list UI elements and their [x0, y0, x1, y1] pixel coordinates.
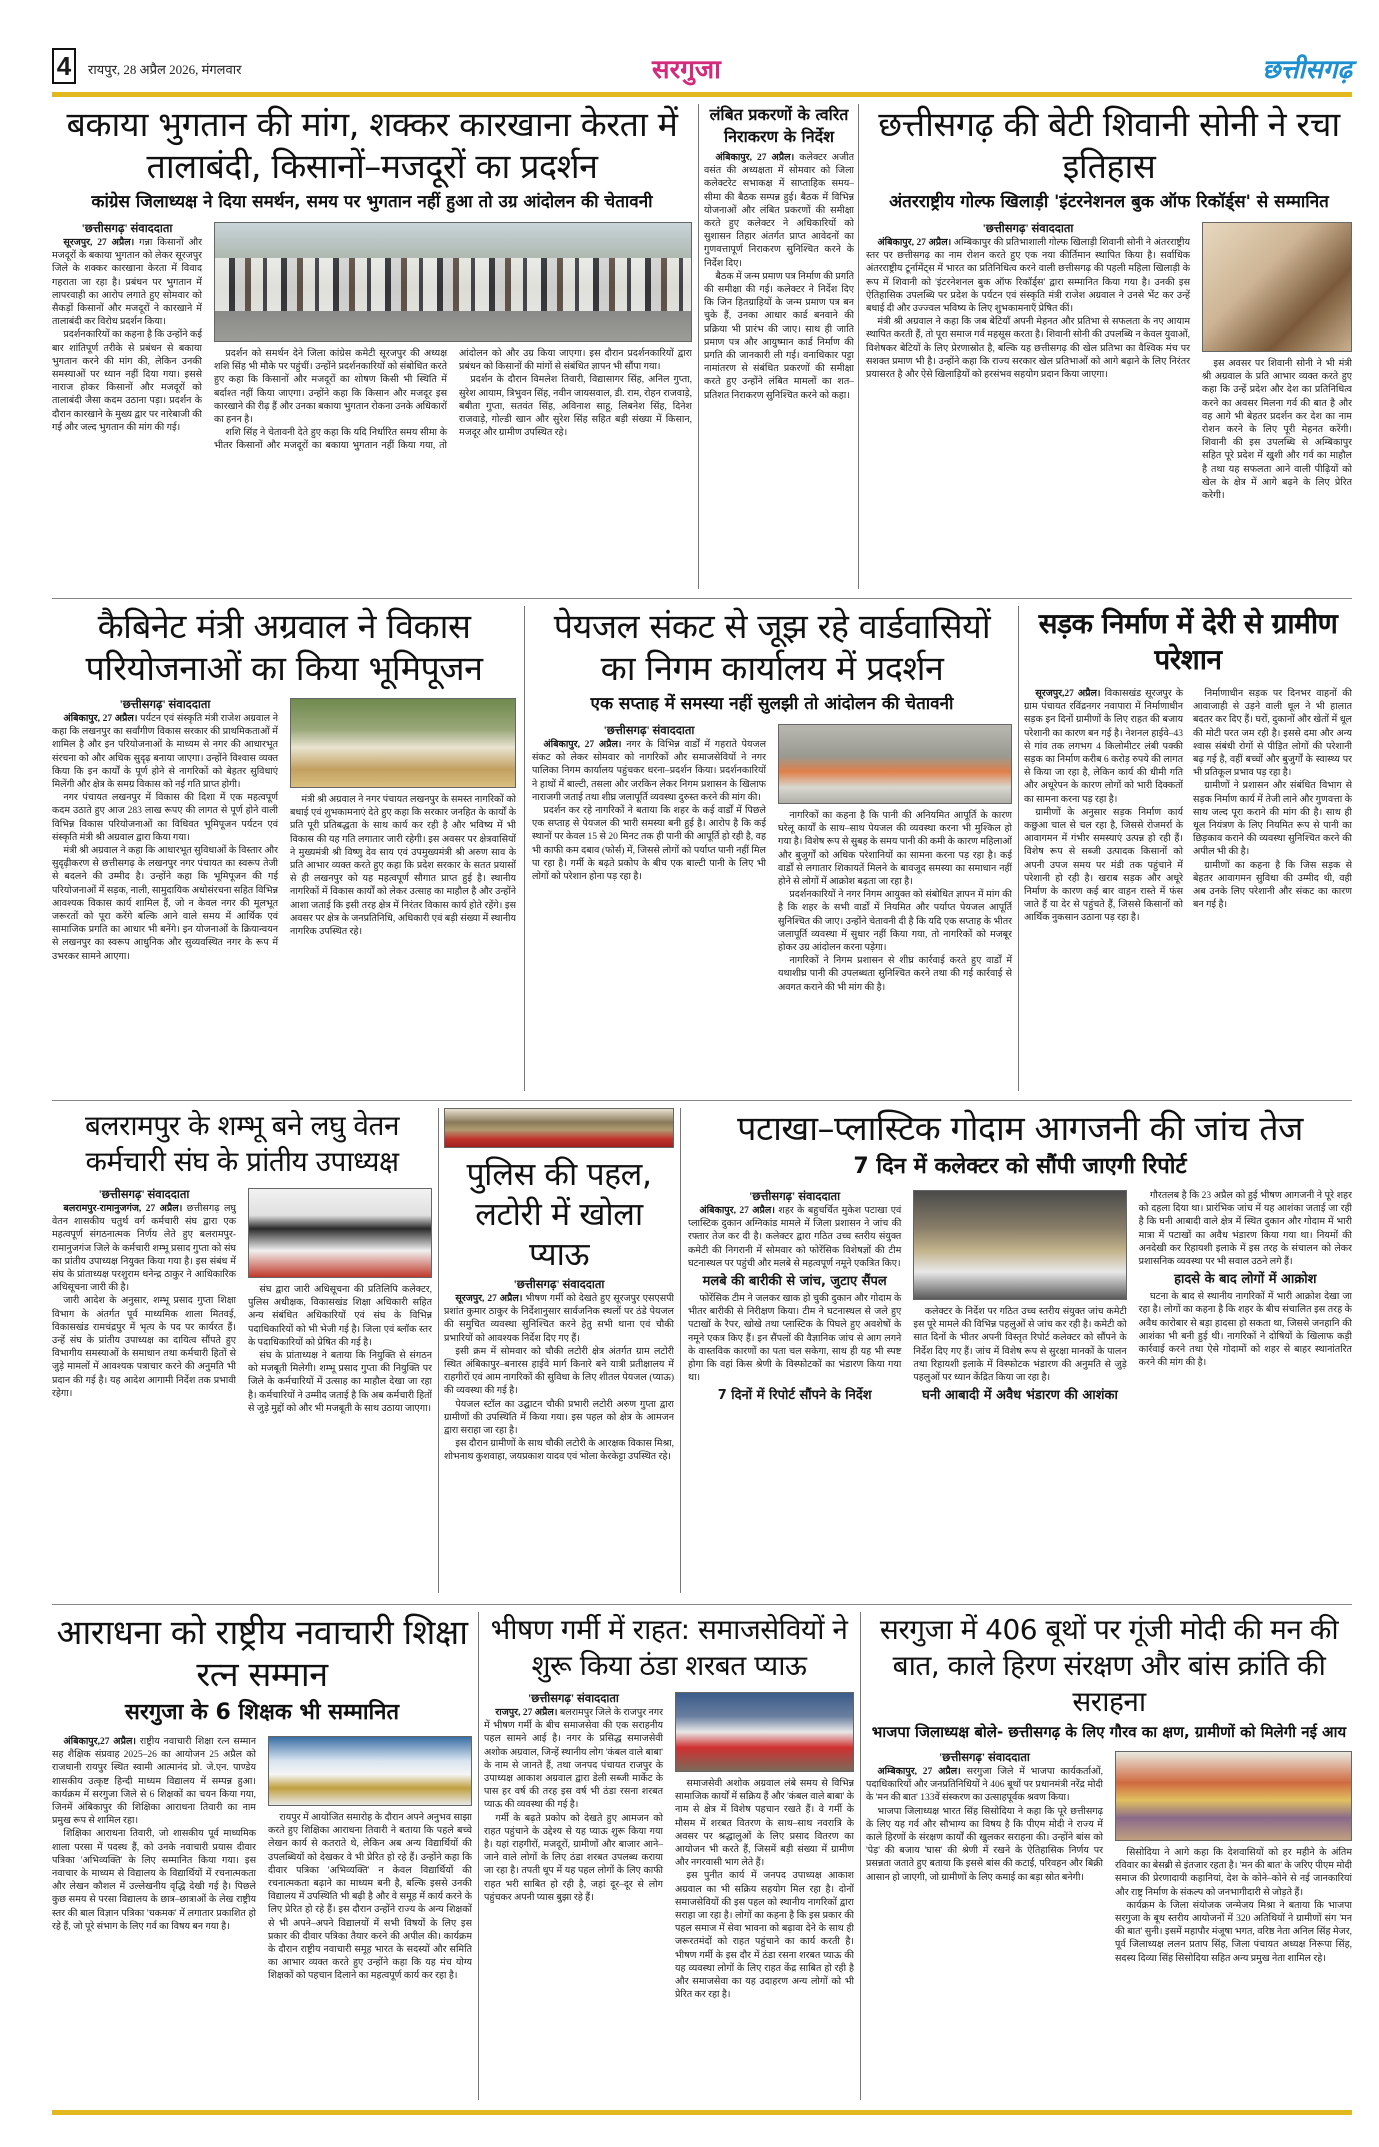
byline: 'छत्तीसगढ़' संवाददाता — [513, 1279, 605, 1291]
page-number: 4 — [52, 48, 76, 84]
para: निर्माणाधीन सड़क पर दिनभर वाहनों की आवाजाही से उड़ने वाली धूल ने भी हालात बदतर कर दिए हैं। घरों, दुकानों और खेतों में धूल की मोटी परत जम रही है। इससे दमा और अन्य श्वास संबंधी रोगों से पीड़ित लोगों की परेशानी बढ़ गई है, वहीं बच्चों और बुजुर्गों के स्वास्थ्य पर भी प्रतिकूल प्रभाव पड़ रहा है। — [1193, 689, 1352, 779]
para: गन्ना किसानों और मजदूरों के बकाया भुगतान को लेकर सूरजपुर जिले के शक्कर कारखाना केरता में विवाद गहराता जा रहा है। प्रबंधन पर भुगतान में लापरवाही का आरोप लगाते हुए सोमवार को सैकड़ों किसानों और मजदूरों ने कारखाने में तालाबंदी कर विरोध प्रदर्शन किया। — [52, 238, 203, 328]
para: इस दौरान ग्रामीणों के साथ चौकी लटोरी के आरक्षक विकास मिश्रा, शोभनाथ कुशवाहा, जयप्रकाश यादव एवं भोला केरकेट्टा उपस्थित रहे। — [444, 1439, 674, 1463]
para: अम्बिकापुर की प्रतिभाशाली गोल्फ खिलाड़ी शिवानी सोनी ने अंतरराष्ट्रीय स्तर पर छत्तीसगढ़ का नाम रोशन करते हुए एक नया कीर्तिमान स्थापित किया है। सर्वाधिक अंतरराष्ट्रीय टूर्नामेंट्स में भारत का प्रतिनिधित्व करने वाली छत्तीसगढ़ की पहली महिला खिलाड़ी के रूप में शिवानी को 'इंटरनेशनल बुक ऑफ रिकॉर्ड्स' द्वारा सम्मानित किया गया है। उनकी इस ऐतिहासिक उपलब्धि पर प्रदेश के पर्यटन एवं संस्कृति मंत्री राजेश अग्रवाल ने उनसे भेंट कर उन्हें बधाई दी और उज्ज्वल भविष्य के लिए शुभकामनाएँ प्रेषित कीं। — [866, 238, 1190, 315]
headline: बलरामपुर के शम्भू बने लघु वेतन कर्मचारी संघ के प्रांतीय उपाध्यक्ष — [84, 1109, 400, 1178]
para: पर्यटन एवं संस्कृति मंत्री राजेश अग्रवाल ने कहा कि लखनपुर का सर्वांगीण विकास सरकार की प्राथमिकताओं में शामिल है और इन परियोजनाओं के माध्यम से नगर की आधारभूत संरचना को और अधिक सुदृढ़ बनाया जाएगा। उन्होंने विश्वास व्यक्त किया कि इन कार्यों के पूर्ण होने से नागरिकों को बेहतर सुविधाएं मिलेंगी और क्षेत्र के समग्र विकास को नई गति प्राप्त होगी। — [52, 714, 279, 791]
para: मंत्री श्री अग्रवाल ने कहा कि जब बेटियाँ अपनी मेहनत और प्रतिभा से सफलता के नए आयाम स्थापित करती हैं, तो पूरा समाज गर्व महसूस करता है। शिवानी सोनी की उपलब्धि न केवल युवाओं, विशेषकर बेटियों के लिए प्रेरणास्रोत है, बल्कि यह छत्तीसगढ़ की खेल प्रतिभा का वैश्विक मंच पर सशक्त प्रमाण भी है। उन्होंने कहा कि राज्य सरकार खेल प्रतिभाओं को आगे बढ़ाने के लिए निरंतर प्रयासरत है और ऐसे खिलाड़ियों को हरसंभव सहयोग प्रदान किया जाएगा। — [866, 317, 1190, 381]
headline: भीषण गर्मी में राहत: समाजसेवियों ने शुरू किया ठंडा शरबत प्याऊ — [490, 1613, 848, 1682]
photo-sharbat-stall — [675, 1692, 854, 1772]
headline: बकाया भुगतान की मांग, शक्कर कारखाना केरता में तालाबंदी, किसानों–मजदूरों का प्रदर्शन — [66, 105, 678, 187]
para: कार्यक्रम के जिला संयोजक जन्मेजय मिश्रा ने बताया कि भाजपा सरगुजा के बूथ स्तरीय आयोजनों में 320 अतिथियों ने ग्रामीणों संग 'मन की बात' सुनी। इसमें महापौर मंजूषा भगत, वरिष्ठ नेता अनिल सिंह मेजर, पूर्व जिलाध्यक्ष ललन प्रताप सिंह, जिला पंचायत अध्यक्ष निरूपा सिंह, सदस्य दिव्या सिंह सिसोदिया सहित अन्य प्रमुख नेता शामिल रहे। — [1115, 1900, 1352, 1964]
para: इस पुनीत कार्य में जनपद उपाध्यक्ष आकाश अग्रवाल का भी सक्रिय सहयोग मिल रहा है। दोनों समाजसेवियों की इस पहल को स्थानीय नागरिकों द्वारा सराहा जा रहा है। लोगों का कहना है कि इस प्रकार की पहल समाज में सेवा भावना को बढ़ावा देने के साथ ही जरूरतमंदों को राहत पहुंचाने का कार्य करती है। भीषण गर्मी के इस दौर में ठंडा रसना शरबत प्याऊ की यह व्यवस्था लोगों के लिए राहत केंद्र साबित हो रही है और समाजसेवा का यह उदाहरण अन्य लोगों को भी प्रेरित कर रहा है। — [675, 1871, 854, 2001]
photo-bhoomipujan — [290, 698, 516, 788]
dateline: रायपुर, 28 अप्रैल 2026, मंगलवार — [88, 62, 242, 77]
para: प्रदर्शनकारियों ने नगर निगम आयुक्त को संबोधित ज्ञापन में मांग की है कि शहर के सभी वार्डों में नियमित और पर्याप्त पेयजल आपूर्ति सुनिश्चित की जाए। उन्होंने चेतावनी दी है कि यदि एक सप्ताह के भीतर जलापूर्ति व्यवस्था में सुधार नहीं किया गया, तो नागरिकों को मजबूर होकर उग्र आंदोलन करना पड़ेगा। — [778, 890, 1012, 954]
para: सिसोदिया ने आगे कहा कि देशवासियों को हर महीने के अंतिम रविवार का बेसब्री से इंतजार रहता है। 'मन की बात' के जरिए पीएम मोदी समाज की प्रेरणादायी कहानियां, देश के कोने–कोने से नई जानकारियां और राष्ट्र निर्माण के संकल्प को जनभागीदारी से जोड़ते हैं। — [1115, 1848, 1352, 1898]
byline: 'छत्तीसगढ़' संवाददाता — [119, 699, 211, 711]
para: प्रदर्शन को समर्थन देने जिला कांग्रेस कमेटी सूरजपुर की अध्यक्ष शशि सिंह भी मौके पर पहुंचीं। उन्होंने प्रदर्शनकारियों को संबोधित करते हुए कहा कि किसानों और मजदूरों का शोषण किसी भी स्थिति में बर्दाश्त नहीं किया जाएगा। उन्होंने कहा कि किसान और मजदूर इस कारखाने की रीढ़ हैं और उनका बकाया भुगतान रोकना उनके अधिकारों का हनन है। — [214, 349, 447, 426]
para: मंत्री श्री अग्रवाल ने कहा कि आधारभूत सुविधाओं के विस्तार और सुदृढ़ीकरण से छत्तीसगढ़ के लखनपुर नगर पंचायत का स्वरूप तेजी से बदलने की उम्मीद है। उन्होंने कहा कि भूमिपूजन की गई परियोजनाओं में सड़क, नाली, सामुदायिक अधोसंरचना सहित विभिन्न आवश्यक विकास कार्य शामिल हैं, जो न केवल नगर की मूलभूत जरूरतों को पूरा करेंगे बल्कि आने वाले समय में आर्थिक एवं सामाजिक प्रगति का आधार भी बनेंगे। इन योजनाओं के क्रियान्वयन से लखनपुर का स्वरूप आधुनिक और सुव्यवस्थित नगर के रूप में उभरकर सामने आएगा। — [52, 846, 278, 962]
subheadline: 7 दिन में कलेक्टर को सौंपी जाएगी रिपोर्ट — [853, 1154, 1187, 1179]
para: नगर पंचायत लखनपुर में विकास की दिशा में एक महत्वपूर्ण कदम उठाते हुए आज 283 लाख रूपए की लागत से पूर्ण होने वाली विभिन्न विकास परियोजनाओं का विधिवत भूमिपूजन पर्यटन एवं संस्कृति मंत्री श्री अग्रवाल द्वारा किया गया। — [52, 793, 278, 843]
column-divider — [1018, 606, 1019, 1091]
para: शहर के बहुचर्चित मुकेश पटाखा एवं प्लास्टिक दुकान अग्निकांड मामले में जिला प्रशासन ने जांच की रफ्तार तेज कर दी है। कलेक्टर द्वारा गठित उच्च स्तरीय संयुक्त कमेटी की निगरानी में सोमवार को फोरेंसिक विशेषज्ञों की टीम घटनास्थल पर पहुंची और मलबे से महत्वपूर्ण नमूने एकत्रित किए। — [688, 1206, 902, 1269]
para: सरगुजा जिले में भाजपा कार्यकर्ताओं, पदाधिकारियों और जनप्रतिनिधियों ने 406 बूथों पर प्रधानमंत्री नरेंद्र मोदी के 'मन की बात' 133वें संस्करण का उत्साहपूर्वक श्रवण किया। — [866, 1767, 1103, 1804]
headline: आराधना को राष्ट्रीय नवाचारी शिक्षा रत्न सम्मान — [56, 1613, 468, 1695]
para: भाजपा जिलाध्यक्ष भारत सिंह सिसोदिया ने कहा कि पूरे छत्तीसगढ़ के लिए यह गर्व और सौभाग्य का विषय है कि पीएम मोदी ने राज्य में काले हिरणों के संरक्षण कार्यों की खुलकर सराहना की। उन्होंने बांस को 'पेड़' की बजाय 'घास' की श्रेणी में रखने के ऐतिहासिक निर्णय पर प्रसन्नता जताते हुए बताया कि इससे बांस की कटाई, परिवहन और बिक्री आसान हो जाएगी, जो ग्रामीणों के लिए कमाई का बड़ा स्रोत बनेगी। — [866, 1806, 1103, 1883]
photo-police-team — [444, 1108, 674, 1148]
photo-water-protest — [778, 724, 1012, 804]
para: मंत्री श्री अग्रवाल ने नगर पंचायत लखनपुर के समस्त नागरिकों को बधाई एवं शुभकामनाएं देते हुए कहा कि सरकार जनहित के कार्यों के प्रति पूरी प्रतिबद्धता के साथ कार्य कर रही है और भविष्य में भी विकास की यह गति लगातार जारी रहेगी। इस अवसर पर क्षेत्रवासियों ने मुख्यमंत्री श्री विष्णु देव साय एवं उपमुख्यमंत्री श्री अरुण साव के प्रति आभार व्यक्त करते हुए कहा कि प्रदेश सरकार के सतत प्रयासों से ही लखनपुर को यह महत्वपूर्ण सौगात प्राप्त हुई है। स्थानीय नागरिकों में विकास कार्यों को लेकर उत्साह का माहौल है और उन्होंने आशा जताई कि इसी तरह क्षेत्र में निरंतर विकास कार्य होते रहेंगे। इस अवसर पर क्षेत्र के जनप्रतिनिधि, अधिकारी एवं बड़ी संख्या में स्थानीय नागरिक उपस्थित रहे। — [290, 795, 516, 938]
byline: 'छत्तीसगढ़' संवाददाता — [528, 1693, 619, 1705]
place-date: अंबिकापुर,27 अप्रैल। — [63, 1737, 137, 1747]
subheadline: सरगुजा के 6 शिक्षक भी सम्मानित — [124, 1700, 400, 1725]
headline: लंबित प्रकरणों के त्वरित निराकरण के निर्देश — [709, 105, 849, 146]
para: भीषण गर्मी को देखते हुए सूरजपुर एसएसपी प्रशांत कुमार ठाकुर के निर्देशानुसार सार्वजनिक स्थलों पर ठंडे पेयजल की समुचित व्यवस्था सुनिश्चित करने हेतु सभी थाना एवं चौकी प्रभारियों को आवश्यक निर्देश दिए गए हैं। — [444, 1294, 674, 1344]
headline: पटाखा–प्लास्टिक गोदाम आगजनी की जांच तेज — [737, 1109, 1303, 1149]
byline: 'छत्तीसगढ़' संवाददाता — [98, 1189, 190, 1201]
row-divider — [52, 1100, 1352, 1101]
place-date: सूरजपुर, 27 अप्रैल। — [455, 1294, 523, 1304]
para: गौरतलब है कि 23 अप्रैल को हुई भीषण आगजनी ने पूरे शहर को दहला दिया था। प्रारंभिक जांच में यह आशंका जताई जा रही है कि घनी आबादी वाले क्षेत्र में स्थित दुकान और गोदाम में भारी मात्रा में पटाखों का अवैध भंडारण किया गया था। नियमों की अनदेखी कर रिहायशी इलाके में इस तरह के संचालन को लेकर प्रशासनिक व्यवस्था पर भी सवाल उठने लगे हैं। — [1138, 1191, 1352, 1268]
article-balrampur-shambhu — [52, 1108, 432, 1598]
article-cabinet-minister — [52, 606, 516, 1096]
photo-fire-inspection — [913, 1190, 1126, 1300]
gold-rule-bottom — [52, 2110, 1352, 2115]
headline: सड़क निर्माण में देरी से ग्रामीण परेशान — [1038, 607, 1338, 676]
place-date: अम्बिकापुर, 27 अप्रैल। — [877, 1767, 961, 1777]
para: विकासखंड सूरजपुर के ग्राम पंचायत रविंद्रनगर नवापारा में निर्माणाधीन सड़क इन दिनों ग्रामीणों के लिए राहत की बजाय परेशानी का कारण बन गई है। नेशनल हाईवे–43 से गांव तक लगभग 4 किलोमीटर लंबी पक्की सड़क का निर्माण करीब 6 करोड़ रुपये की लागत से किया जा रहा है, लेकिन कार्य की धीमी गति और अधूरेपन के कारण लोगों को भारी दिक्कतों का सामना करना पड़ रहा है। — [1024, 689, 1183, 805]
para: छत्तीसगढ़ लघु वेतन शासकीय चतुर्थ वर्ग कर्मचारी संघ द्वारा एक महत्वपूर्ण संगठनात्मक निर्णय लेते हुए बलरामपुर-रामानुजगंज जिले के कर्मचारी शम्भू प्रसाद गुप्ता को संघ का प्रांतीय उपाध्यक्ष नियुक्त किया गया है। इस संबंध में संघ के प्रांताध्यक्ष परशुराम धनेन्द्र ठाकुर ने आधिकारिक अधिसूचना जारी की है। — [52, 1204, 236, 1294]
headline: छत्तीसगढ़ की बेटी शिवानी सोनी ने रचा इतिहास — [878, 105, 1340, 187]
para: इस अवसर पर शिवानी सोनी ने भी मंत्री श्री अग्रवाल के प्रति आभार व्यक्त करते हुए कहा कि उन्हें प्रदेश और देश का प्रतिनिधित्व करने का अवसर मिलना गर्व की बात है और वह आगे भी बेहतर प्रदर्शन कर देश का नाम रोशन करने के लिए पूरी मेहनत करेंगी। शिवानी की इस उपलब्धि से अम्बिकापुर सहित पूरे प्रदेश में खुशी और गर्व का माहौल है तथा यह सफलता आने वाली पीढ़ियों को खेल के क्षेत्र में आगे बढ़ने के लिए प्रेरित करेगी। — [1202, 359, 1352, 502]
para: ग्रामीणों का कहना है कि जिस सड़क से बेहतर आवागमन सुविधा की उम्मीद थी, वही अब उनके लिए परेशानी और संकट का कारण बन गई है। — [1193, 860, 1352, 911]
article-police-pyau — [444, 1108, 674, 1598]
gold-rule-top — [52, 92, 1352, 97]
para: नागरिकों का कहना है कि पानी की अनियमित आपूर्ति के कारण घरेलू कार्यों के साथ–साथ पेयजल की व्यवस्था करना भी मुश्किल हो गया है। विशेष रूप से सुबह के समय पानी की कमी के कारण महिलाओं और बुजुर्गों को अधिक परेशानियों का सामना करना पड़ रहा है। कई वार्डों से लगातार शिकायतें मिलने के बावजूद समस्या का समाधान नहीं होने से लोगों में आक्रोश बढ़ता जा रहा है। — [778, 811, 1012, 888]
para: बैठक में जन्म प्रमाण पत्र निर्माण की प्रगति की समीक्षा की गई। कलेक्टर ने निर्देश दिए कि जिन हितग्राहियों के जन्म प्रमाण पत्र बन चुके हैं, उनका आधार कार्ड बनवाने की प्रक्रिया भी प्रारंभ की जाए। साथ ही जाति प्रमाण पत्र और आयुष्मान कार्ड निर्माण की प्रगति की जानकारी ली गई। वनाधिकार पट्टा नामांतरण से संबंधित प्रकरणों की समीक्षा करते हुए उन्होंने लंबित मामलों का शत–प्रतिशत निराकरण सुनिश्चित करने को कहा। — [704, 271, 854, 401]
place-date: अंबिकापुर, 27 अप्रैल। — [543, 740, 622, 750]
place-date: सूरजपुर,27 अप्रैल। — [1035, 689, 1101, 699]
byline: 'छत्तीसगढ़' संवाददाता — [982, 223, 1074, 235]
subhead-anger: हादसे के बाद लोगों में आक्रोश — [1174, 1272, 1317, 1288]
column-divider — [860, 1612, 861, 2100]
para: नागरिकों ने निगम प्रशासन से शीघ्र कार्रवाई करते हुए वार्डों में यथाशीघ्र पानी की उपलब्धता सुनिश्चित करने तथा की गई कार्रवाई से अवगत कराने की भी मांग की है। — [778, 956, 1012, 993]
place-date: बलरामपुर-रामानुजगंज, 27 अप्रैल। — [63, 1204, 183, 1214]
column-divider — [698, 104, 699, 589]
para: शिक्षिका आराधना तिवारी, जो शासकीय पूर्व माध्यमिक शाला परसा में पदस्थ हैं, को उनके नवाचारी प्रयास दीवार पत्रिका 'अभिव्यक्ति' के लिए सम्मानित किया गया। इस नवाचार के माध्यम से विद्यालय के विद्यार्थियों में रचनात्मकता और लेखन कौशल में उल्लेखनीय वृद्धि देखी गई है। पिछले कुछ समय से परसा विद्यालय के छात्र–छात्राओं के लेख राष्ट्रीय स्तर की बाल विज्ञान पत्रिका 'चकमक' में लगातार प्रकाशित हो रहे हैं, जो पूरे संभाग के लिए गर्व का विषय बन गया है। — [52, 1829, 256, 1932]
headline: कैबिनेट मंत्री अग्रवाल ने विकास परियोजनाओं का किया भूमिपूजन — [85, 607, 483, 689]
para: घटना के बाद से स्थानीय नागरिकों में भारी आक्रोश देखा जा रहा है। लोगों का कहना है कि शहर के बीच संचालित इस तरह के अवैध कारोबार से बड़ा हादसा हो सकता था, जिससे जनहानि की आशंका भी बनी हुई थी। नागरिकों ने दोषियों के खिलाफ कड़ी कार्रवाई करने तथा ऐसे गोदामों को शहर से बाहर स्थानांतरित करने की मांग की है। — [1138, 1292, 1352, 1369]
subhead-report: 7 दिनों में रिपोर्ट सौंपने के निर्देश — [717, 1388, 872, 1404]
para: नगर के विभिन्न वार्डों में गहराते पेयजल संकट को लेकर सोमवार को नागरिकों और समाजसेवियों ने नगर पालिका निगम कार्यालय पहुंचकर धरना–प्रदर्शन किया। प्रदर्शनकारियों ने हाथों में बाल्टी, तसला और जरकिन लेकर निगम प्रशासन के खिलाफ नाराजगी जताई तथा शीघ्र जलापूर्ति व्यवस्था दुरुस्त करने की मांग की। — [532, 740, 767, 803]
article-godown-fire — [688, 1108, 1352, 1598]
para: फोरेंसिक टीम ने जलकर खाक हो चुकी दुकान और गोदाम के भीतर बारीकी से निरीक्षण किया। टीम ने घटनास्थल से जले हुए पटाखों के रैपर, खोखे तथा प्लास्टिक के पिघले हुए अवशेषों के नमूने एकत्र किए हैं। इन सैंपलों की वैज्ञानिक जांच से आग लगने के वास्तविक कारणों का पता चल सकेगा, साथ ही यह भी स्पष्ट होगा कि वहां किस श्रेणी के विस्फोटकों का भंडारण किया गया था। — [688, 1294, 902, 1384]
para: प्रदर्शन कर रहे नागरिकों ने बताया कि शहर के कई वार्डों में पिछले एक सप्ताह से पेयजल की भारी समस्या बनी हुई है। आरोप है कि कई स्थानों पर केवल 15 से 20 मिनट तक ही पानी की आपूर्ति हो रही है, वह भी काफी कम दबाव (फोर्स) में, जिससे लोगों को पर्याप्त पानी नहीं मिल पा रहा है। गर्मी के बढ़ते प्रकोप के बीच एक बाल्टी पानी के लिए भी लोगों को परेशान होना पड़ रहा है। — [532, 806, 766, 883]
article-road-delay — [1024, 606, 1352, 1096]
masthead — [52, 48, 1352, 86]
article-sharbat-pyau — [484, 1612, 854, 2106]
para: संघ के प्रांताध्यक्ष ने बताया कि नियुक्ति से संगठन को मजबूती मिलेगी। शम्भू प्रसाद गुप्ता की नियुक्ति पर जिले के कर्मचारियों में उत्साह का माहौल देखा जा रहा है। कर्मचारियों ने उम्मीद जताई है कि अब कर्मचारी हितों से जुड़े मुद्दों को और भी मजबूती के साथ उठाया जाएगा। — [248, 1351, 432, 1414]
column-divider — [680, 1108, 681, 1593]
para: जारी आदेश के अनुसार, शम्भू प्रसाद गुप्ता शिक्षा विभाग के अंतर्गत पूर्व माध्यमिक शाला मितवई, विकासखंड रामचंद्रपुर में भृत्य के पद पर कार्यरत हैं। उन्हें संघ के प्रांतीय उपाध्यक्ष का दायित्व सौंपते हुए विभागीय समस्याओं के समाधान तथा कर्मचारी हितों से जुड़े मामलों में आवश्यक पत्राचार करने की अनुमति भी प्रदान की गई है। यह आदेश आगामी निर्देश तक प्रभावी रहेगा। — [52, 1296, 236, 1399]
subheadline: कांग्रेस जिलाध्यक्ष ने दिया समर्थन, समय पर भुगतान नहीं हुआ तो उग्र आंदोलन की चेतावनी — [91, 192, 653, 212]
row-divider — [52, 1604, 1352, 1605]
article-mann-ki-baat — [866, 1612, 1352, 2106]
subheadline: एक सप्ताह में समस्या नहीं सुलझी तो आंदोलन की चेतावनी — [590, 694, 954, 714]
subheadline: भाजपा जिलाध्यक्ष बोले- छत्तीसगढ़ के लिए गौरव का क्षण, ग्रामीणों को मिलेगी नई आय — [871, 1723, 1347, 1741]
para: कलेक्टर के निर्देश पर गठित उच्च स्तरीय संयुक्त जांच कमेटी इस पूरे मामले की विभिन्न पहलुओं से जांच कर रही है। कमेटी को सात दिनों के भीतर अपनी विस्तृत रिपोर्ट कलेक्टर को सौंपने के निर्देश दिए गए हैं। जांच में विशेष रूप से सुरक्षा मानकों के पालन तथा रिहायशी इलाके में विस्फोटक भंडारण की अनुमति से जुड़े पहलुओं पर ध्यान केंद्रित किया जा रहा है। — [913, 1307, 1127, 1384]
byline: 'छत्तीसगढ़' संवाददाता — [603, 725, 695, 737]
place-date: राजपुर, 27 अप्रैल। — [495, 1708, 558, 1718]
para: प्रदर्शन के दौरान विमलेश तिवारी, विद्यासागर सिंह, अनिल गुप्ता, सुरेश आयाम, त्रिभुवन सिंह, नवीन जायसवाल, डी. राम, रोहन राजवाड़े, बबीता गुप्ता, सतवंत सिंह, अविनाश साहू, लिबनेश सिंह, दिनेश राजवाड़े, गोल्डी खान और सुरेश सिंह सहित बड़ी संख्या में किसान, मजदूर और ग्रामीण उपस्थित रहे। — [459, 375, 692, 439]
photo-mann-ki-baat — [1115, 1751, 1352, 1841]
row-divider — [52, 598, 1352, 599]
para: पेयजल स्टॉल का उद्घाटन चौकी प्रभारी लटोरी अरुण गुप्ता द्वारा ग्रामीणों की उपस्थिति में किया गया। इस पहल को क्षेत्र के आमजन द्वारा सराहा जा रहा है। — [444, 1399, 674, 1437]
photo-award-ceremony — [1202, 222, 1352, 352]
byline: 'छत्तीसगढ़' संवाददाता — [81, 223, 173, 235]
photo-protest-crowd — [214, 222, 692, 342]
subheadline: अंतरराष्ट्रीय गोल्फ खिलाड़ी 'इंटरनेशनल बुक ऑफ रिकॉर्ड्स' से सम्मानित — [889, 192, 1329, 212]
article-aradhana-award — [52, 1612, 472, 2106]
photo-teacher-award — [268, 1736, 472, 1806]
para: शशि सिंह ने चेतावनी देते हुए कहा कि यदि निर्धारित समय सीमा के भीतर किसानों और मजदूरों का बकाया भुगतान नहीं किया गया, तो आंदोलन को और उग्र किया जाएगा। इस दौरान प्रदर्शनकारियों द्वारा प्रबंधन को किसानों की मांगों से संबंधित ज्ञापन भी सौंपा गया। — [214, 349, 692, 452]
article-sugar-factory — [52, 104, 692, 594]
headline: सरगुजा में 406 बूथों पर गूंजी मोदी की मन की बात, काले हिरण संरक्षण और बांस क्रांति की सराहना — [879, 1613, 1339, 1718]
para: राष्ट्रीय नवाचारी शिक्षा रत्न सम्मान सह शैक्षिक संप्रवाह 2025–26 का आयोजन 25 अप्रैल को राजधानी रायपुर स्थित स्वामी आत्मानंद प्रो. जे.एन. पाण्डेय शासकीय उत्कृष्ट हिन्दी माध्यम विद्यालय में सम्पन्न हुआ। कार्यक्रम में सरगुजा जिले से 6 शिक्षकों का चयन किया गया, जिनमें अंबिकापुर की शिक्षिका आराधना तिवारी का नाम प्रमुख रूप से शामिल रहा। — [52, 1737, 257, 1827]
para: संघ द्वारा जारी अधिसूचना की प्रतिलिपि कलेक्टर, पुलिस अधीक्षक, विकासखंड शिक्षा अधिकारी सहित अन्य संबंधित अधिकारियों एवं संघ के विभिन्न पदाधिकारियों को भी भेजी गई है। जिला एवं ब्लॉक स्तर के पदाधिकारियों को प्रेषित की गई है। — [248, 1285, 432, 1348]
article-shivani-soni — [866, 104, 1352, 594]
brand-logo: छत्तीसगढ़ — [1262, 55, 1352, 85]
para: बलरामपुर जिले के राजपुर नगर में भीषण गर्मी के बीच समाजसेवा की एक सराहनीय पहल सामने आई है। नगर के प्रसिद्ध समाजसेवी अशोक अग्रवाल, जिन्हें स्थानीय लोग 'कंबल वाले बाबा' के नाम से जानते हैं, तथा जनपद पंचायत राजपुर के उपाध्यक्ष आकाश अग्रवाल द्वारा डेली सब्जी मार्केट के पास हर वर्ष की तरह इस वर्ष भी ठंडा रसना शरबत प्याऊ की व्यवस्था की गई है। — [484, 1708, 663, 1811]
para: ग्रामीणों ने प्रशासन और संबंधित विभाग से सड़क निर्माण कार्य में तेजी लाने और गुणवत्ता के साथ जल्द पूरा कराने की मांग की है। साथ ही धूल नियंत्रण के लिए नियमित रूप से पानी का छिड़काव कराने की व्यवस्था सुनिश्चित करने की अपील भी की है। — [1193, 781, 1352, 858]
byline: 'छत्तीसगढ़' संवाददाता — [749, 1191, 841, 1203]
photo-appointment — [248, 1188, 432, 1278]
column-divider — [478, 1612, 479, 2100]
place-date: अंबिकापुर, 27 अप्रैल। — [63, 714, 138, 724]
headline: पुलिस की पहल, लटोरी में खोला प्याऊ — [466, 1155, 652, 1273]
place-date: अंबिकापुर, 27 अप्रैल। — [699, 1206, 775, 1216]
para: इसी क्रम में सोमवार को चौकी लटोरी क्षेत्र अंतर्गत ग्राम लटोरी स्थित अंबिकापुर–बनारस हाईवे मार्ग किनारे बने यात्री प्रतीक्षालय में राहगीरों एवं आम नागरिकों की सुविधा के लिए शीतल पेयजल (प्याऊ) की व्यवस्था की गई है। — [444, 1346, 674, 1397]
column-divider — [858, 104, 859, 589]
subhead-illegal-storage: घनी आबादी में अवैध भंडारण की आशंका — [922, 1388, 1118, 1404]
para: गर्मी के बढ़ते प्रकोप को देखते हुए आमजन को राहत पहुंचाने के उद्देश्य से यह प्याऊ शुरू किया गया है। यहां राहगीरों, मजदूरों, ग्रामीणों और बाजार आने–जाने वाले लोगों के लिए ठंडा शरबत उपलब्ध कराया जा रहा है। तपती धूप में यह पहल लोगों के लिए काफी राहत भरी साबित हो रही है, जहां दूर–दूर से लोग पहुंचकर अपनी प्यास बुझा रहे हैं। — [484, 1813, 663, 1903]
place-date: सूरजपुर, 27 अप्रैल। — [63, 238, 135, 248]
subhead-debris: मलबे की बारीकी से जांच, जुटाए सैंपल — [702, 1274, 887, 1290]
para: कलेक्टर अजीत वसंत की अध्यक्षता में सोमवार को जिला कलेक्टरेट सभाकक्ष में साप्ताहिक समय–सीमा की बैठक सम्पन्न हुई। बैठक में विभिन्न योजनाओं और लंबित प्रकरणों की समीक्षा करते हुए कलेक्टर ने अधिकारियों को सुशासन तिहार अंतर्गत प्राप्त आवेदनों का गुणवत्तापूर्ण निराकरण सुनिश्चित करने के निर्देश दिए। — [704, 153, 854, 269]
para: रायपुर में आयोजित समारोह के दौरान अपने अनुभव साझा करते हुए शिक्षिका आराधना तिवारी ने बताया कि पहले बच्चे लेखन कार्य से कतराते थे, लेकिन अब अन्य विद्यार्थियों की उपलब्धियों को देखकर वे भी प्रेरित हो रहे हैं। उन्होंने कहा कि दीवार पत्रिका 'अभिव्यक्ति' न केवल विद्यार्थियों की रचनात्मकता बढ़ाने का माध्यम बनी है, बल्कि इससे उनकी विद्यालय में उपस्थिति भी बढ़ी है और वे समूह में कार्य करने के लिए प्रेरित हो रहे हैं। इस दौरान उन्होंने राज्य के अन्य शिक्षकों से भी अपने–अपने विद्यालयों में सभी विषयों के लिए इस प्रकार की दीवार पत्रिका तैयार करने की अपील की। कार्यक्रम के दौरान राष्ट्रीय नवाचारी समूह भारत के सदस्यों और समिति का आभार व्यक्त करते हुए उन्होंने कहा कि यह मंच योग्य शिक्षकों को पहचान दिलाने का महत्वपूर्ण कार्य कर रहा है। — [268, 1813, 472, 1982]
headline: पेयजल संकट से जूझ रहे वार्डवासियों का निगम कार्यालय में प्रदर्शन — [553, 607, 991, 689]
article-pending-cases — [704, 104, 854, 589]
place-date: अंबिकापुर, 27 अप्रैल। — [715, 153, 795, 163]
byline: 'छत्तीसगढ़' संवाददाता — [939, 1752, 1030, 1764]
article-water-crisis — [532, 606, 1012, 1096]
section-name: सरगुजा — [652, 55, 721, 85]
place-date: अंबिकापुर, 27 अप्रैल। — [877, 238, 952, 248]
para: समाजसेवी अशोक अग्रवाल लंबे समय से विभिन्न सामाजिक कार्यों में सक्रिय हैं और 'कंबल वाले बाबा' के नाम से क्षेत्र में विशेष पहचान रखते हैं। वे गर्मी के मौसम में शरबत वितरण के साथ–साथ नवरात्रि के अवसर पर श्रद्धालुओं के लिए प्रसाद वितरण का आयोजन भी करते हैं, जिसमें बड़ी संख्या में ग्रामीण और नगरवासी भाग लेते हैं। — [675, 1779, 854, 1869]
column-divider — [524, 606, 525, 1091]
para: प्रदर्शनकारियों का कहना है कि उन्होंने कई बार शांतिपूर्ण तरीके से प्रबंधन से बकाया भुगतान करने की मांग की, लेकिन उनकी समस्याओं पर ध्यान नहीं दिया गया। इससे नाराज होकर किसानों और मजदूरों को तालाबंदी जैसा कदम उठाना पड़ा। प्रदर्शन के दौरान कारखाने के मुख्य द्वार पर नारेबाजी की गई और जल्द भुगतान की मांग की गई। — [52, 330, 202, 433]
column-divider — [438, 1108, 439, 1593]
para: ग्रामीणों के अनुसार सड़क निर्माण कार्य कछुआ चाल से चल रहा है, जिससे रोजमर्रा के आवागमन में गंभीर समस्याएं उत्पन्न हो रही हैं। विशेष रूप से सब्जी उत्पादक किसानों को अपनी उपज समय पर मंडी तक पहुंचाने में परेशानी हो रही है। खराब सड़क और अधूरे निर्माण के कारण कई बार वाहन रास्ते में फंस जाते हैं या देर से पहुंचते हैं, जिससे किसानों को आर्थिक नुकसान उठाना पड़ रहा है। — [1024, 807, 1183, 924]
